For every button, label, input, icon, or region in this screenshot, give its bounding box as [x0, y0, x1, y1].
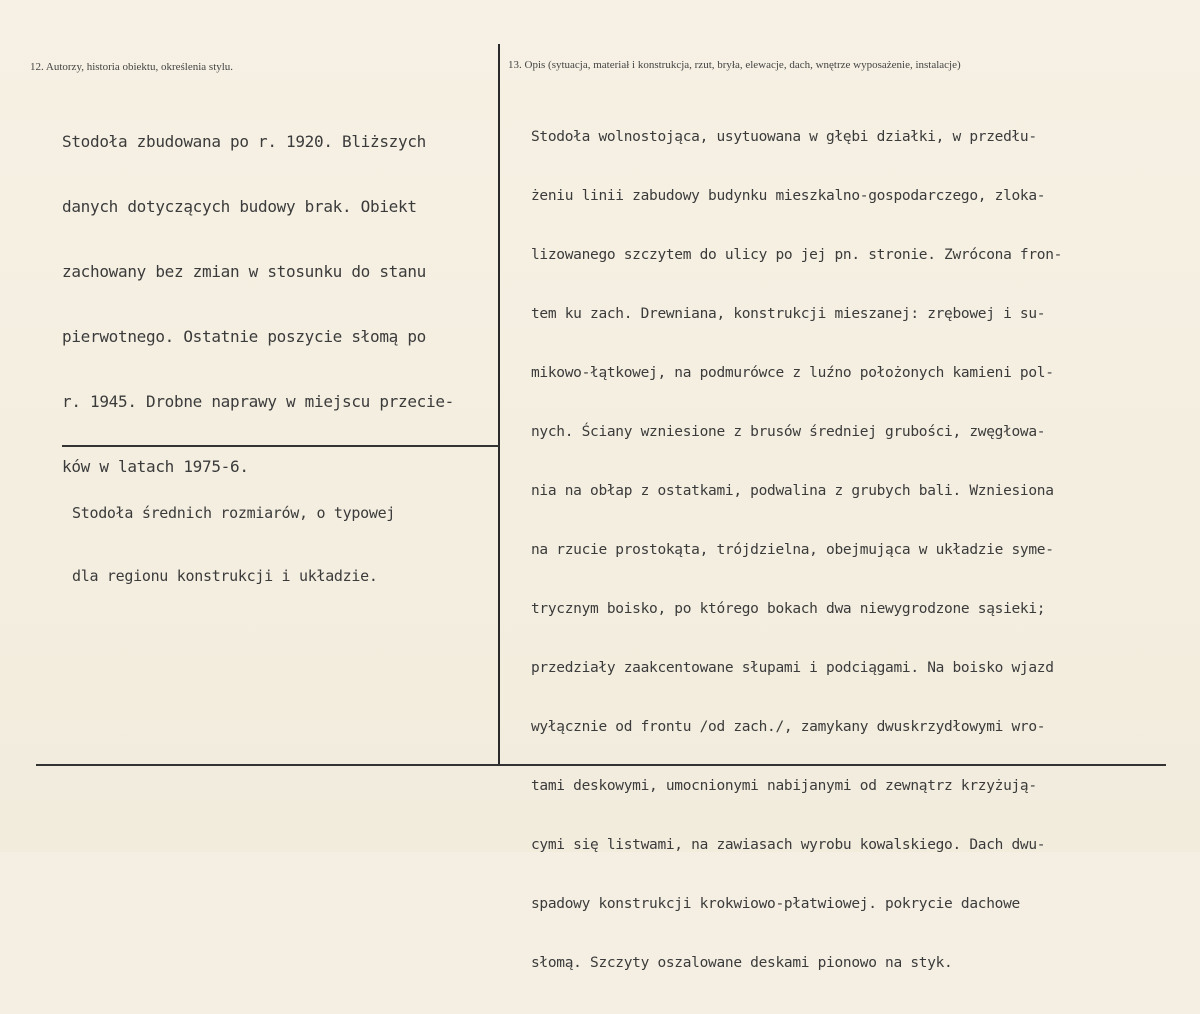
section-13-line: nych. Ściany wzniesione z brusów średniej grubości, zwęgłowa- — [531, 424, 1046, 440]
section-13-line: mikowo-łątkowej, na podmurówce z luźno położonych kamieni pol- — [531, 365, 1054, 381]
section-12-line: ków w latach 1975-6. — [62, 457, 249, 476]
section-12-line: pierwotnego. Ostatnie poszycie słomą po — [62, 327, 426, 346]
section-13-line: na rzucie prostokąta, trójdzielna, obejmująca w układzie syme- — [531, 542, 1054, 558]
section-13-line: trycznym boisko, po którego bokach dwa niewygrodzone sąsieki; — [531, 601, 1046, 617]
column-divider — [498, 44, 500, 764]
section-13-line: cymi się listwami, na zawiasach wyrobu kowalskiego. Dach dwu- — [531, 837, 1046, 853]
section-13-line: słomą. Szczyty oszalowane deskami pionowo na styk. — [531, 955, 953, 971]
section-13-line: przedziały zaakcentowane słupami i podciągami. Na boisko wjazd — [531, 660, 1054, 676]
section-13-text — [531, 97, 1062, 1014]
section-13-line: żeniu linii zabudowy budynku mieszkalno-gospodarczego, zloka- — [531, 188, 1046, 204]
section-12-label: 12. Autorzy, historia obiektu, określenia stylu. — [30, 61, 234, 73]
section-13-line: lizowanego szczytem do ulicy po jej pn. stronie. Zwrócona fron- — [531, 247, 1063, 263]
section-12-line: r. 1945. Drobne naprawy w miejscu przecie- — [62, 392, 454, 411]
summary-line: dla regionu konstrukcji i układzie. — [72, 567, 378, 585]
section-12-line: zachowany bez zmian w stosunku do stanu — [62, 262, 426, 281]
section-13-line: wyłącznie od frontu /od zach./, zamykany dwuskrzydłowymi wro- — [531, 719, 1046, 735]
section-13-line: tami deskowymi, umocnionymi nabijanymi od zewnątrz krzyżują- — [531, 778, 1037, 794]
section-12-summary-text — [72, 468, 395, 630]
section-13-line: tem ku zach. Drewniana, konstrukcji mieszanej: zrębowej i su- — [531, 306, 1046, 322]
section-12-line: danych dotyczących budowy brak. Obiekt — [62, 197, 417, 216]
section-13-line: Stodoła wolnostojąca, usytuowana w głębi działki, w przedłu- — [531, 129, 1037, 145]
section-13-label: 13. Opis (sytuacja, materiał i konstrukcja, rzut, bryła, elewacje, dach, wnętrze wyposażenie, instalacje) — [508, 59, 961, 71]
section-13-line: nia na obłap z ostatkami, podwalina z grubych bali. Wzniesiona — [531, 483, 1054, 499]
section-12-text — [62, 94, 454, 522]
section-13-line: spadowy konstrukcji krokwiowo-płatwiowej. pokrycie dachowe — [531, 896, 1020, 912]
summary-line: Stodoła średnich rozmiarów, o typowej — [72, 504, 396, 522]
section-12-line: Stodoła zbudowana po r. 1920. Bliższych — [62, 132, 426, 151]
